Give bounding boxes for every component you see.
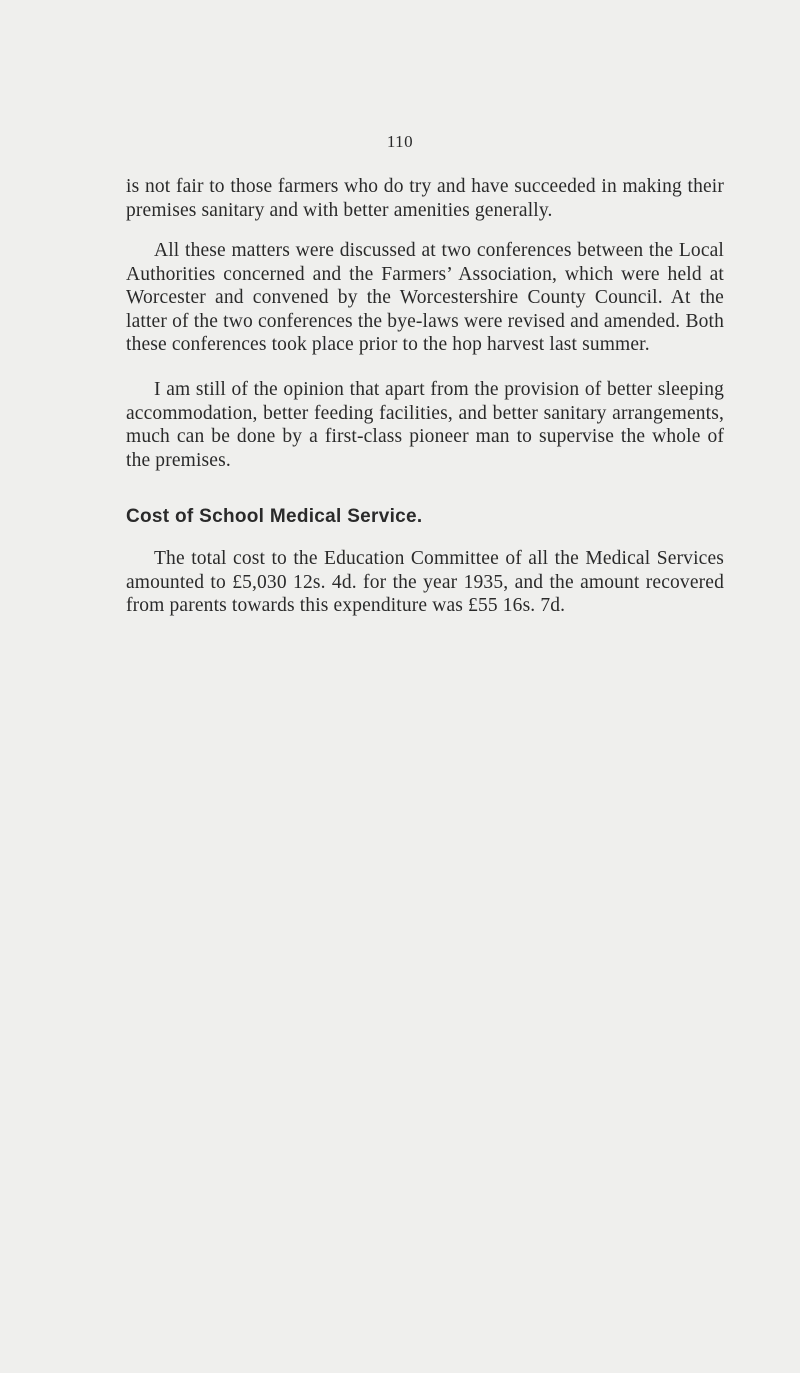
page-number: 110 bbox=[386, 132, 414, 151]
section-heading: Cost of School Medical Service. bbox=[126, 506, 423, 527]
paragraph-farmers-premises: is not fair to those farmers who do try and have succeeded in making their premises sanitary and with better amenities generally. bbox=[126, 176, 724, 221]
paragraph-medical-cost: The total cost to the Education Committee of all the Medical Services amounted to £5,030 12s. 4d. for the year 1935, and the amount recovered from parents towards this expenditure was £55 16s. 7d. bbox=[126, 548, 724, 616]
paragraph-conferences: All these matters were discussed at two conferences between the Local Authorities concerned and the Farmers’ Association, which were held at Worcester and convened by the Worcestershire County Council. At the latter of the two conferences the bye-laws were revised and amended. Both these conferences took place prior to the hop harvest last summer. bbox=[126, 240, 724, 355]
paragraph-opinion: I am still of the opinion that apart from the provision of better sleeping accommodation, better feeding facilities, and better sanitary arrangements, much can be done by a first-class pioneer man to supervise the whole of the premises. bbox=[126, 379, 724, 471]
